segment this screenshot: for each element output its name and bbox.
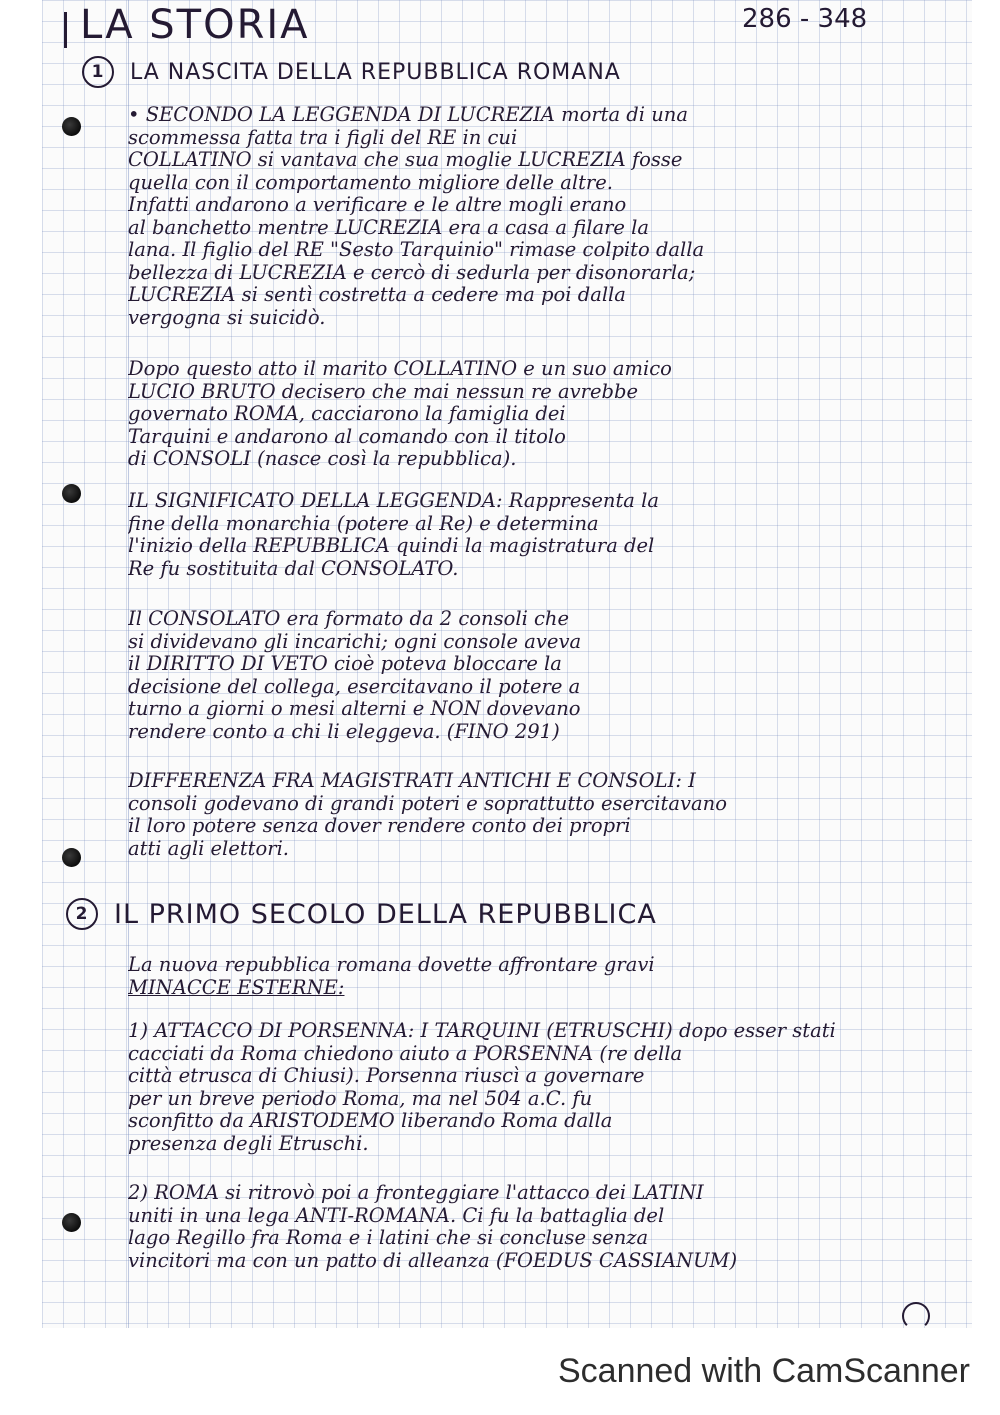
paragraph-intro xyxy=(128,954,948,999)
text-line: vincitori ma con un patto di alleanza (FOEDUS CASSIANUM) xyxy=(128,1249,738,1272)
paragraph-collatino xyxy=(128,358,948,471)
list-item-porsenna xyxy=(128,1020,948,1155)
page-title: LA STORIA xyxy=(80,2,310,48)
text-line: Tarquini e andarono al comando con il titolo xyxy=(128,425,566,448)
text-line: cacciati da Roma chiedono aiuto a PORSENNA (re della xyxy=(128,1042,683,1065)
text-line: il DIRITTO DI VETO cioè poteva bloccare la xyxy=(128,653,562,675)
text-line: consoli godevano di grandi poteri e soprattutto esercitavano xyxy=(128,792,727,815)
text-line: si dividevano gli incarichi; ogni console aveva xyxy=(128,630,582,653)
binder-hole xyxy=(62,848,81,867)
text-line: lago Regillo fra Roma e i latini che si concluse senza xyxy=(128,1227,649,1249)
binder-hole xyxy=(62,117,81,136)
binder-hole xyxy=(62,1213,81,1232)
text-line: al banchetto mentre LUCREZIA era a casa a filare la xyxy=(128,216,650,239)
paragraph-consolato xyxy=(128,608,948,743)
text-line: l'inizio della REPUBBLICA quindi la magistratura del xyxy=(128,535,655,557)
section-1-heading xyxy=(82,56,621,88)
text-line: Dopo questo atto il marito COLLATINO e un suo amico xyxy=(128,358,672,380)
notebook-page xyxy=(42,0,972,1328)
text-line: IL SIGNIFICATO DELLA LEGGENDA: Rappresenta la xyxy=(128,490,659,512)
text-line: Re fu sostituita dal CONSOLATO. xyxy=(128,557,459,580)
text-line: città etrusca di Chiusi). Porsenna riuscì a governare xyxy=(128,1065,645,1087)
list-item-latini xyxy=(128,1182,948,1272)
text-line: MINACCE ESTERNE: xyxy=(128,976,345,999)
paragraph-differenza xyxy=(128,770,948,860)
text-line: rendere conto a chi li eleggeva. (FINO 291) xyxy=(128,720,560,743)
text-line: vergogna si suicidò. xyxy=(128,306,326,329)
text-line: atti agli elettori. xyxy=(128,837,289,860)
text-line: DIFFERENZA FRA MAGISTRATI ANTICHI E CONSOLI: I xyxy=(128,770,696,792)
text-line: lana. Il figlio del RE "Sesto Tarquinio" rimase colpito dalla xyxy=(128,239,705,261)
section-2-heading xyxy=(66,898,657,930)
page-corner-mark xyxy=(902,1302,930,1328)
page-range: 286 - 348 xyxy=(742,4,868,34)
text-line: per un breve periodo Roma, ma nel 504 a.C. fu xyxy=(128,1087,593,1110)
section-2-title: IL PRIMO SECOLO DELLA REPUBBLICA xyxy=(114,898,657,930)
section-2-number: 2 xyxy=(66,898,98,930)
text-line: bellezza di LUCREZIA e cercò di sedurla per disonorarla; xyxy=(128,261,696,284)
text-line: decisione del collega, esercitavano il potere a xyxy=(128,675,581,698)
text-line: Il CONSOLATO era formato da 2 consoli che xyxy=(128,608,570,630)
text-line: LUCREZIA si sentì costretta a cedere ma poi dalla xyxy=(128,284,626,306)
text-line: quella con il comportamento migliore delle altre. xyxy=(128,171,613,194)
text-line: governato ROMA, cacciarono la famiglia dei xyxy=(128,403,566,425)
text-line: fine della monarchia (potere al Re) e determina xyxy=(128,512,599,535)
scanner-watermark: Scanned with CamScanner xyxy=(557,1352,970,1390)
text-line: presenza degli Etruschi. xyxy=(128,1132,369,1155)
text-line: COLLATINO si vantava che sua moglie LUCREZIA fosse xyxy=(128,149,683,171)
text-line: di CONSOLI (nasce così la repubblica). xyxy=(128,448,517,470)
text-line: 2) ROMA si ritrovò poi a fronteggiare l'attacco dei LATINI xyxy=(128,1182,704,1204)
text-line: 1) ATTACCO DI PORSENNA: I TARQUINI (ETRUSCHI) dopo esser stati xyxy=(128,1020,836,1042)
section-1-number: 1 xyxy=(82,56,114,88)
text-line: sconfitto da ARISTODEMO liberando Roma dalla xyxy=(128,1110,613,1132)
paragraph-significato xyxy=(128,490,948,580)
paragraph-lucrezia xyxy=(128,104,948,329)
title-bar-mark xyxy=(64,12,67,48)
text-line: turno a giorni o mesi alterni e NON dovevano xyxy=(128,698,581,720)
text-line: • SECONDO LA LEGGENDA DI LUCREZIA morta di una xyxy=(128,104,688,126)
text-line: Infatti andarono a verificare e le altre mogli erano xyxy=(128,194,627,216)
text-line: scommessa fatta tra i figli del RE in cui xyxy=(128,126,518,149)
binder-hole xyxy=(62,484,81,503)
text-line: uniti in una lega ANTI-ROMANA. Ci fu la battaglia del xyxy=(128,1204,665,1227)
section-1-title: LA NASCITA DELLA REPUBBLICA ROMANA xyxy=(130,59,621,85)
text-line: LUCIO BRUTO decisero che mai nessun re avrebbe xyxy=(128,380,639,403)
text-line: il loro potere senza dover rendere conto dei propri xyxy=(128,815,631,837)
text-line: La nuova repubblica romana dovette affrontare gravi xyxy=(128,954,655,976)
